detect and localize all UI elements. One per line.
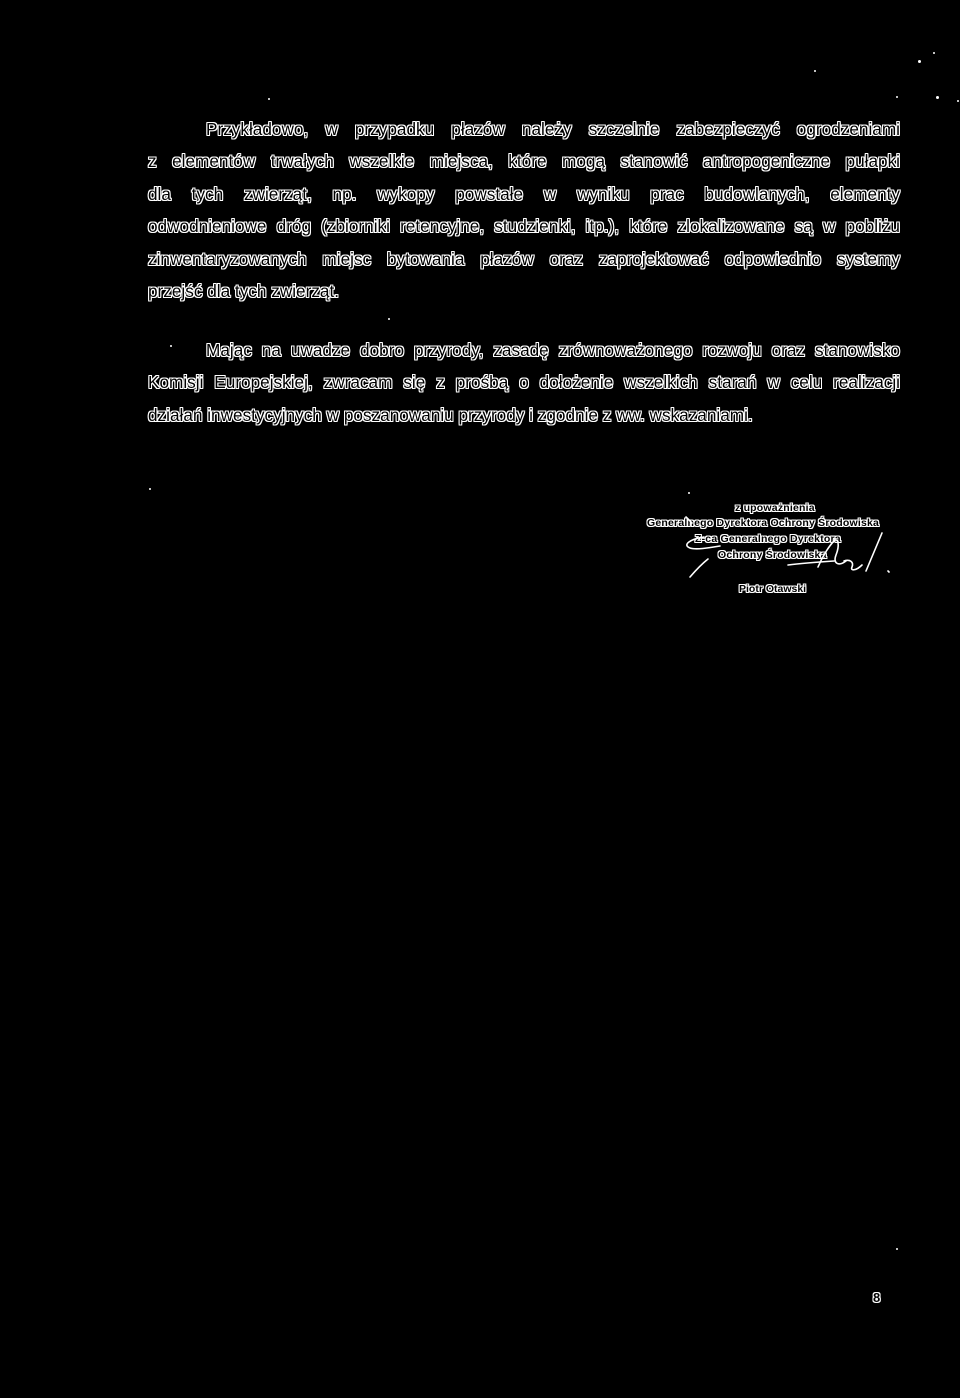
scan-speck	[688, 492, 690, 494]
paragraph-line: dla tych zwierząt, np. wykopy powstałe w wyniku prac budowlanych, elementy	[148, 183, 900, 204]
signer-name: Piotr Otawski	[739, 583, 807, 595]
scan-speck	[149, 488, 151, 490]
scan-speck	[268, 98, 270, 100]
paragraph-line: Mając na uwadze dobro przyrody, zasadę zrównoważonego rozwoju oraz stanowisko	[206, 340, 900, 360]
paragraph-line: zinwentaryzowanych miejsc bytowania płazów oraz zaprojektować odpowiednio systemy	[148, 248, 900, 269]
stamp-line: Generalnego Dyrektora Ochrony Środowiska	[647, 517, 880, 529]
scan-speck	[896, 1248, 898, 1250]
stamp-line: Z-ca Generalnego Dyrektora	[695, 533, 841, 545]
paragraph-line: działań inwestycyjnych w poszanowaniu przyrody i zgodnie z ww. wskazaniami.	[148, 404, 753, 425]
paragraph-line: z elementów trwałych wszelkie miejsca, które mogą stanowić antropogeniczne pułapki	[148, 151, 900, 172]
scan-speck	[388, 318, 390, 320]
scan-speck	[896, 96, 898, 98]
paragraph-line: odwodnieniowe dróg (zbiorniki retencyjne, studzienki, itp.), które zlokalizowane są w pobliżu	[148, 216, 900, 237]
page-number: 8	[873, 1290, 881, 1305]
stamp-line: z upoważnienia	[735, 502, 815, 514]
scan-speck	[814, 70, 816, 72]
scan-speck	[933, 52, 935, 54]
scan-speck	[170, 345, 172, 347]
paragraph-2	[148, 334, 900, 431]
paragraph-1	[148, 113, 900, 307]
scan-speck	[957, 100, 959, 102]
paragraph-line: Przykładowo, w przypadku płazów należy szczelnie zabezpieczyć ogrodzeniami	[206, 119, 900, 139]
scan-speck	[936, 96, 939, 99]
paragraph-line: przejść dla tych zwierząt.	[148, 280, 340, 301]
scan-speck	[918, 60, 921, 63]
stamp-line: Ochrony Środowiska	[718, 549, 827, 561]
paragraph-line: Komisji Europejskiej, zwracam się z prośbą o dołożenie wszelkich starań w celu realizacji	[148, 372, 900, 393]
